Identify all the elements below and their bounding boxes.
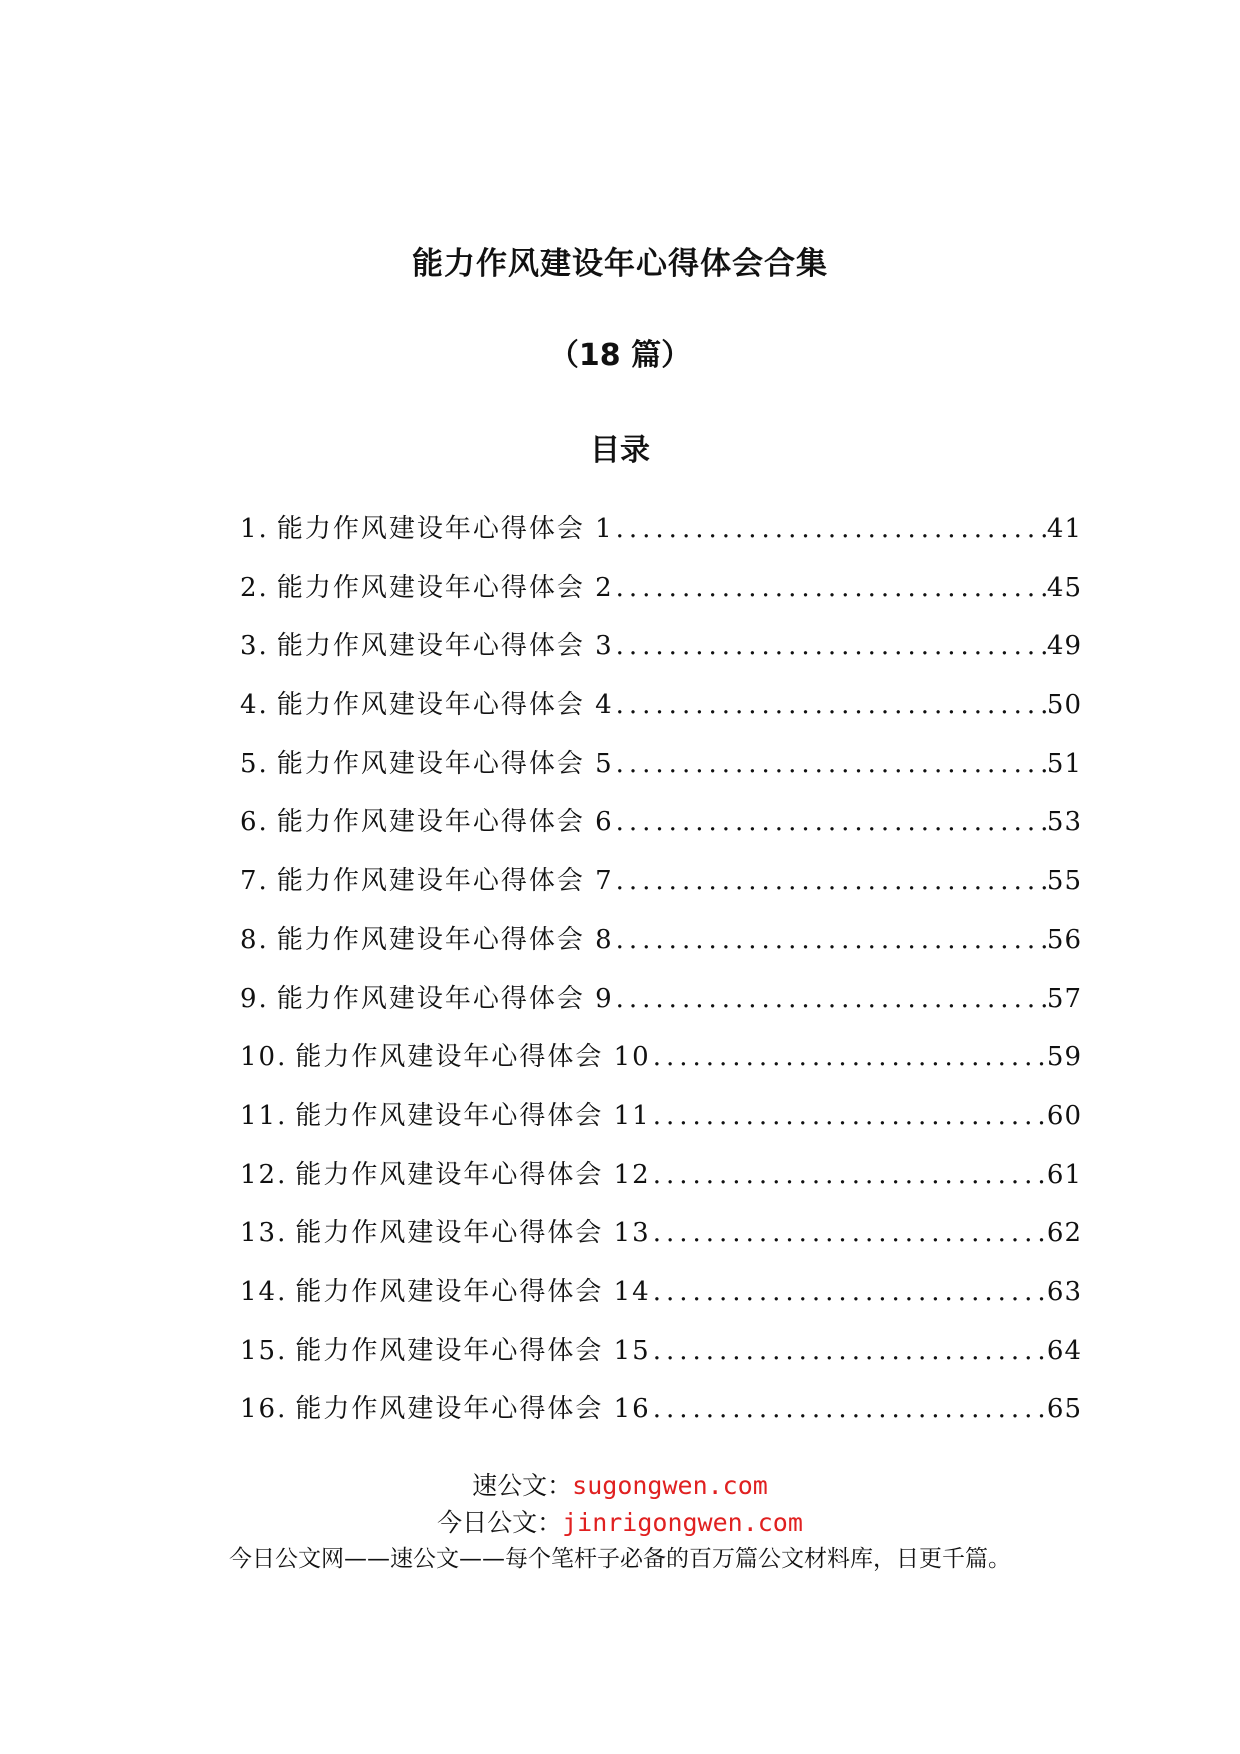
toc-entry[interactable] <box>240 1388 1082 1447</box>
footer-label-jinrigongwen: 今日公文： <box>437 1508 563 1537</box>
toc-entry-number: 9. <box>240 983 269 1014</box>
toc-heading: 目录 <box>590 433 650 468</box>
toc-entry-page-number: 63 <box>1046 1276 1082 1307</box>
toc-entry-number: 7. <box>240 866 269 897</box>
toc-entry-title: 能力作风建设年心得体会 5 <box>276 748 614 779</box>
toc-entry[interactable] <box>240 1095 1082 1154</box>
toc-entry-page-number: 53 <box>1046 807 1082 838</box>
toc-entry-number: 10. <box>240 1042 288 1073</box>
toc-entry-number: 11. <box>240 1100 288 1131</box>
toc-entry[interactable] <box>240 919 1082 978</box>
toc-dot-leader <box>651 1277 1047 1307</box>
toc-entry-title: 能力作风建设年心得体会 11 <box>295 1100 651 1131</box>
toc-entry[interactable] <box>240 743 1082 802</box>
toc-entry[interactable] <box>240 1271 1082 1330</box>
footer-slogan: 今日公文网——速公文——每个笔杆子必备的百万篇公文材料库，日更千篇。 <box>229 1546 1011 1572</box>
toc-entry-page-number: 49 <box>1046 631 1082 662</box>
toc-entry-page-number: 45 <box>1046 572 1082 603</box>
toc-entry-number: 15. <box>240 1335 288 1366</box>
toc-entry-page-number: 50 <box>1046 690 1082 721</box>
toc-dot-leader <box>614 631 1047 661</box>
toc-entry-title: 能力作风建设年心得体会 14 <box>295 1276 651 1307</box>
footer-line-sugongwen <box>0 1466 1240 1502</box>
toc-entry-number: 2. <box>240 572 269 603</box>
toc-dot-leader <box>614 514 1047 544</box>
toc-entry[interactable] <box>240 801 1082 860</box>
toc-entry-title: 能力作风建设年心得体会 16 <box>295 1394 651 1425</box>
toc-entry-title: 能力作风建设年心得体会 10 <box>295 1042 651 1073</box>
document-subtitle: （18 篇） <box>548 338 692 373</box>
toc-entry-title: 能力作风建设年心得体会 13 <box>295 1218 651 1249</box>
toc-entry-title: 能力作风建设年心得体会 8 <box>276 924 614 955</box>
footer-line-jinrigongwen <box>0 1503 1240 1539</box>
footer-label-sugongwen: 速公文： <box>472 1471 573 1500</box>
toc-entry-title: 能力作风建设年心得体会 7 <box>276 866 614 897</box>
sugongwen-link[interactable]: sugongwen.com <box>572 1471 768 1500</box>
toc-dot-leader <box>614 807 1047 837</box>
toc-dot-leader <box>651 1160 1047 1190</box>
toc-entry-page-number: 59 <box>1046 1042 1082 1073</box>
toc-dot-leader <box>614 866 1047 896</box>
toc-entry[interactable] <box>240 1036 1082 1095</box>
toc-entry-page-number: 64 <box>1046 1335 1082 1366</box>
toc-entry[interactable] <box>240 978 1082 1037</box>
toc-entry[interactable] <box>240 508 1082 567</box>
toc-dot-leader <box>651 1042 1047 1072</box>
toc-entry-title: 能力作风建设年心得体会 12 <box>295 1159 651 1190</box>
toc-entry-page-number: 56 <box>1046 924 1082 955</box>
toc-entry[interactable] <box>240 567 1082 626</box>
toc-dot-leader <box>651 1101 1047 1131</box>
toc-entry-number: 16. <box>240 1394 288 1425</box>
toc-entry[interactable] <box>240 860 1082 919</box>
toc-entry-number: 12. <box>240 1159 288 1190</box>
toc-entry[interactable] <box>240 1154 1082 1213</box>
table-of-contents <box>240 508 1082 1447</box>
toc-dot-leader <box>614 925 1047 955</box>
toc-entry-page-number: 65 <box>1046 1394 1082 1425</box>
toc-entry-number: 4. <box>240 690 269 721</box>
toc-entry-title: 能力作风建设年心得体会 1 <box>276 514 614 544</box>
toc-entry-title: 能力作风建设年心得体会 2 <box>276 572 614 603</box>
toc-dot-leader <box>614 749 1047 779</box>
toc-entry-page-number: 62 <box>1046 1218 1082 1249</box>
toc-dot-leader <box>614 573 1047 603</box>
toc-entry-title: 能力作风建设年心得体会 3 <box>276 631 614 662</box>
toc-entry-number: 8. <box>240 924 269 955</box>
toc-entry-title: 能力作风建设年心得体会 9 <box>276 983 614 1014</box>
toc-entry-title: 能力作风建设年心得体会 15 <box>295 1335 651 1366</box>
toc-entry-page-number: 41 <box>1046 514 1082 544</box>
toc-entry-title: 能力作风建设年心得体会 4 <box>276 690 614 721</box>
toc-entry[interactable] <box>240 684 1082 743</box>
toc-entry-page-number: 60 <box>1046 1100 1082 1131</box>
toc-entry-page-number: 57 <box>1046 983 1082 1014</box>
toc-entry-number: 6. <box>240 807 269 838</box>
jinrigongwen-link[interactable]: jinrigongwen.com <box>562 1508 803 1537</box>
toc-entry-title: 能力作风建设年心得体会 6 <box>276 807 614 838</box>
toc-entry[interactable] <box>240 1212 1082 1271</box>
toc-dot-leader <box>651 1394 1047 1424</box>
toc-dot-leader <box>614 984 1047 1014</box>
toc-entry-number: 13. <box>240 1218 288 1249</box>
document-title: 能力作风建设年心得体会合集 <box>412 246 828 282</box>
toc-entry-page-number: 55 <box>1046 866 1082 897</box>
toc-entry-number: 3. <box>240 631 269 662</box>
toc-entry-page-number: 51 <box>1046 748 1082 779</box>
toc-dot-leader <box>614 690 1047 720</box>
toc-entry[interactable] <box>240 625 1082 684</box>
toc-entry-number: 1. <box>240 514 269 544</box>
toc-entry-number: 5. <box>240 748 269 779</box>
toc-dot-leader <box>651 1336 1047 1366</box>
toc-entry[interactable] <box>240 1330 1082 1389</box>
toc-dot-leader <box>651 1218 1047 1248</box>
toc-entry-page-number: 61 <box>1046 1159 1082 1190</box>
toc-entry-number: 14. <box>240 1276 288 1307</box>
